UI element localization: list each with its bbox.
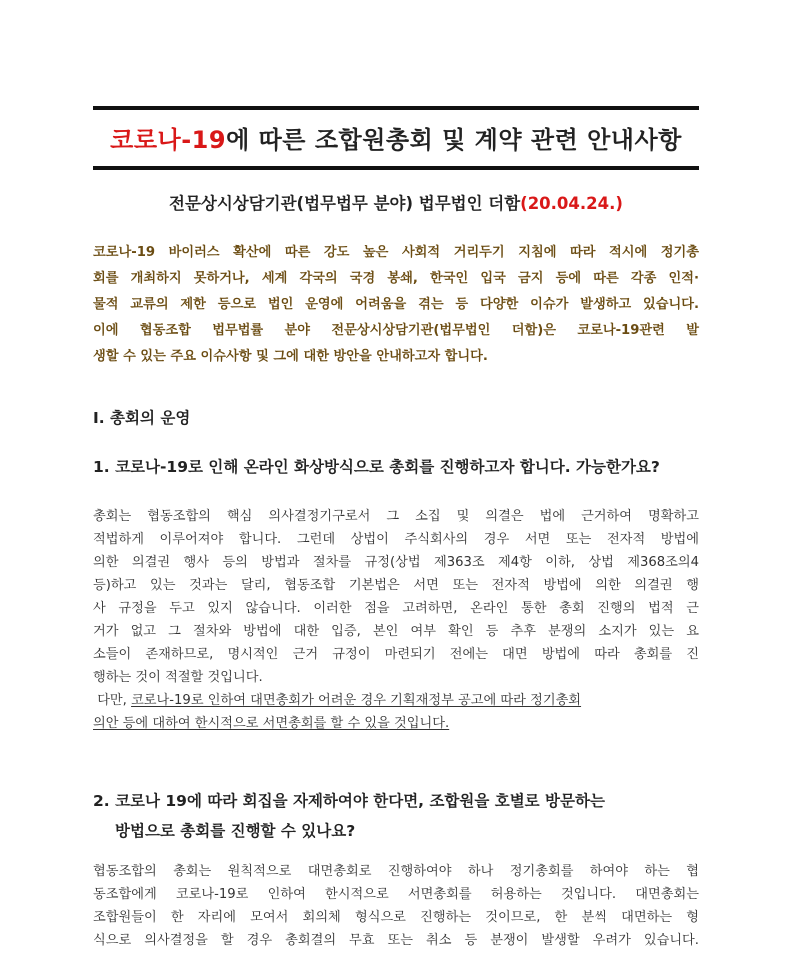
- title-rest: 에 따른 조합원총회 및 계약 관련 안내사항: [226, 126, 682, 154]
- intro-line: 물적 교류의 제한 등으로 법인 운영에 어려움을 겪는 등 다양한 이슈가 발생하고 있습니다.: [93, 297, 699, 312]
- intro-line: 회를 개최하지 못하거나, 세계 각국의 국경 봉쇄, 한국인 입국 금지 등에 따른 각종 인적·: [93, 271, 699, 286]
- question-1-heading: 1. 코로나-19로 인해 온라인 화상방식으로 총회를 진행하고자 합니다. 가능한가요?: [93, 458, 660, 476]
- title-accent: 코로나-19: [110, 126, 227, 154]
- answer-line: 소들이 존재하므로, 명시적인 근거 규정이 마련되기 전에는 대면 방법에 따라 총회를 진: [93, 647, 699, 662]
- answer-2: [93, 860, 699, 952]
- question-2-line: 방법으로 총회를 진행할 수 있나요?: [115, 822, 356, 840]
- answer-line: 식으로 의사결정을 할 경우 총회결의 무효 또는 취소 등 분쟁이 발생할 우려가 있습니다.: [93, 933, 699, 948]
- page-title: [93, 120, 699, 155]
- answer-note-line: [93, 689, 699, 712]
- answer-note-underlined: 의안 등에 대하여 한시적으로 서면총회를 할 수 있을 것입니다.: [93, 716, 450, 731]
- answer-line: 사 규정을 두고 있지 않습니다. 이러한 점을 고려하면, 온라인 통한 총회 진행의 법적 근: [93, 601, 699, 616]
- answer-line: 적법하게 이루어져야 합니다. 그런데 상법이 주식회사의 경우 서면 또는 전자적 방법에: [93, 532, 699, 547]
- intro-line: 이에 협동조합 법무법률 분야 전문상시상담기관(법무법인 더함)은 코로나-19관련 발: [93, 323, 699, 338]
- title-bottom-rule: [93, 166, 699, 170]
- title-top-rule: [93, 106, 699, 110]
- answer-note-underlined: 코로나-19로 인하여 대면총회가 어려운 경우 기획재정부 공고에 따라 정기총회: [131, 693, 582, 708]
- question-2-line: 2. 코로나 19에 따라 회집을 자제하여야 한다면, 조합원을 호별로 방문하는: [93, 792, 605, 810]
- answer-line: 조합원들이 한 자리에 모여서 회의체 형식으로 진행하는 것이므로, 한 분씩 대면하는 형: [93, 910, 699, 925]
- answer-note-line: [93, 712, 699, 735]
- answer-line: 행하는 것이 적절할 것입니다.: [93, 670, 263, 685]
- question-2-heading: [93, 786, 605, 846]
- answer-note-prefix: 다만,: [93, 693, 132, 708]
- answer-line: 협동조합의 총회는 원칙적으로 대면총회로 진행하여야 하나 정기총회를 하여야 하는 협: [93, 864, 699, 879]
- intro-line: 생할 수 있는 주요 이슈사항 및 그에 대한 방안을 안내하고자 합니다.: [93, 349, 488, 364]
- answer-line: 총회는 협동조합의 핵심 의사결정기구로서 그 소집 및 의결은 법에 근거하여 명확하고: [93, 509, 699, 524]
- subtitle-main: 전문상시상담기관(법무법무 분야) 법무법인 더함: [169, 194, 521, 213]
- answer-line: 동조합에게 코로나-19로 인하여 한시적으로 서면총회를 허용하는 것입니다. 대면총회는: [93, 887, 699, 902]
- subtitle: [93, 190, 699, 214]
- answer-1: [93, 505, 699, 735]
- section-heading: Ⅰ. 총회의 운영: [93, 409, 191, 427]
- answer-line: 등)하고 있는 것과는 달리, 협동조합 기본법은 서면 또는 전자적 방법에 의한 의결권 행: [93, 578, 699, 593]
- answer-line: 거가 없고 그 절차와 방법에 대한 입증, 본인 여부 확인 등 추후 분쟁의 소지가 있는 요: [93, 624, 699, 639]
- answer-line: 의한 의결권 행사 등의 방법과 절차를 규정(상법 제363조 제4항 이하, 상법 제368조의4: [93, 555, 699, 570]
- intro-paragraph: [93, 240, 699, 370]
- subtitle-date: (20.04.24.): [520, 194, 623, 213]
- intro-line: 코로나-19 바이러스 확산에 따른 강도 높은 사회적 거리두기 지침에 따라 적시에 정기총: [93, 245, 699, 260]
